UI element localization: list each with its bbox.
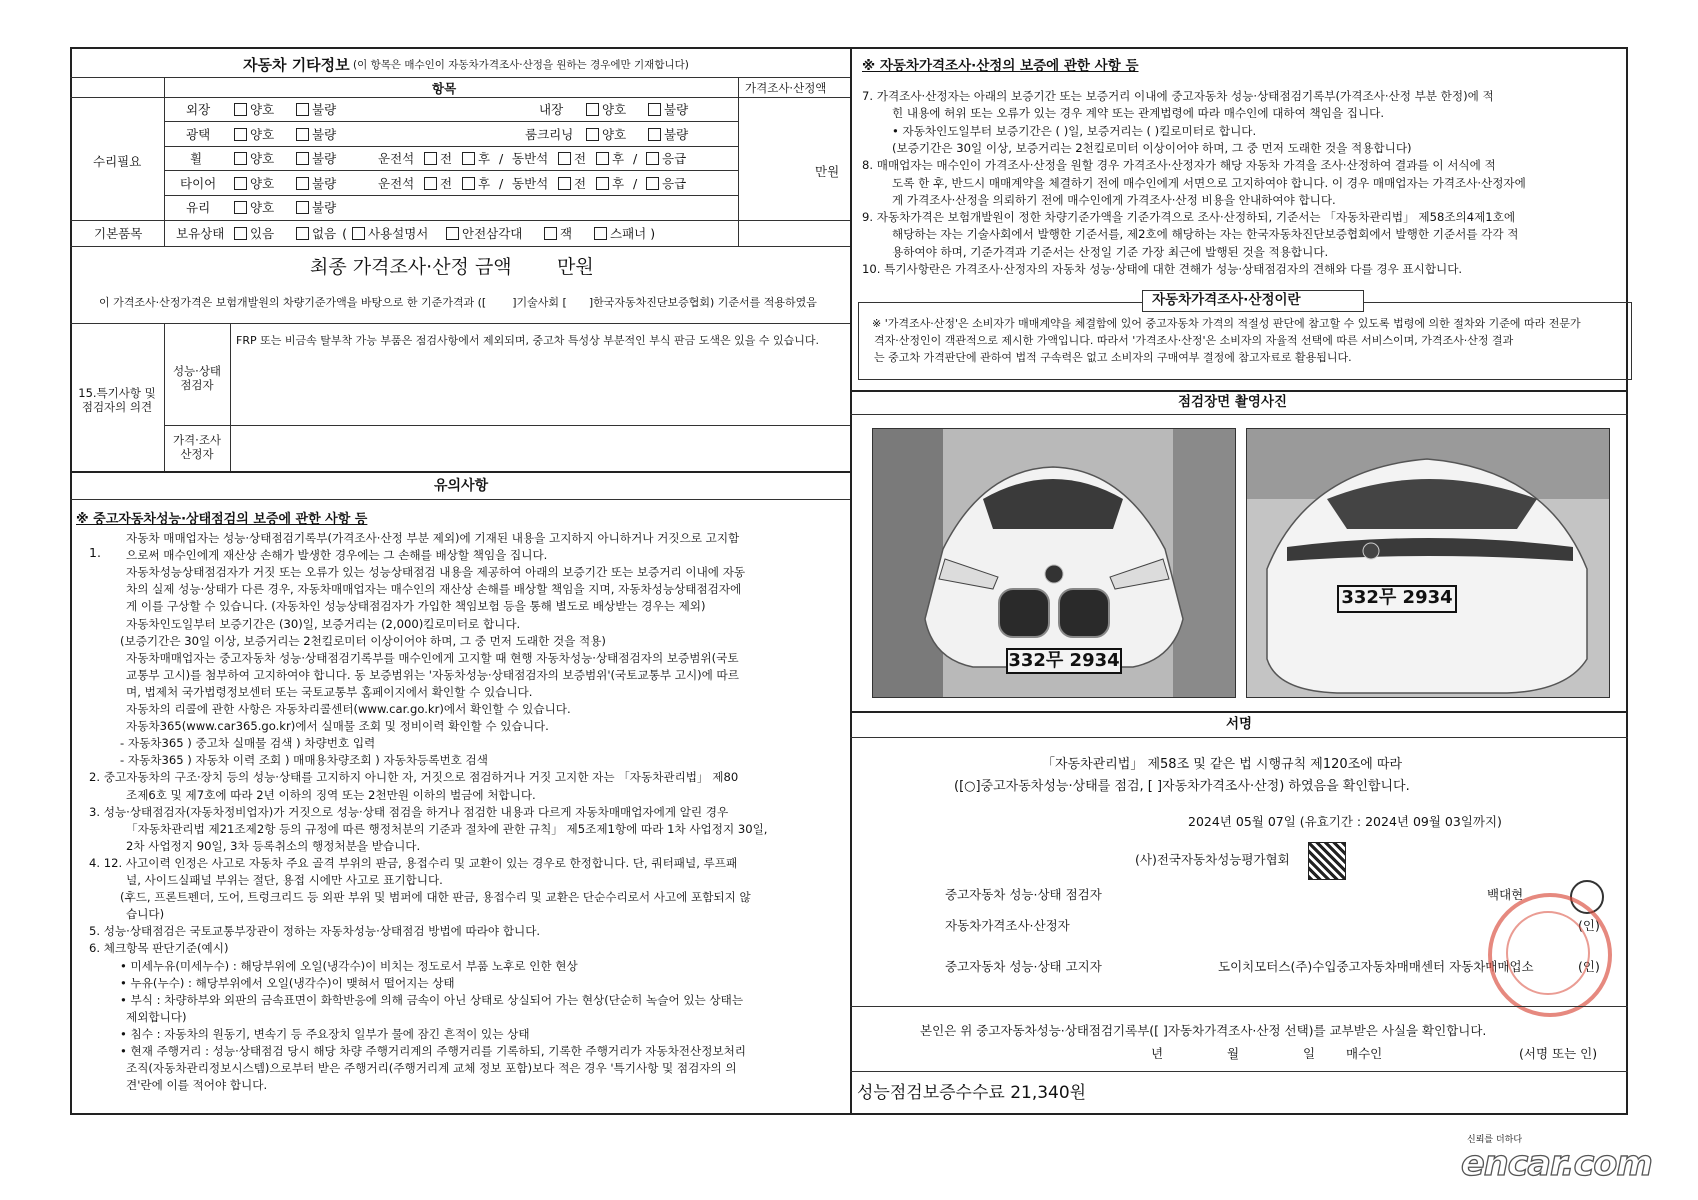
- price-unit-manwon: 만원: [815, 164, 840, 179]
- inspector-label: 중고자동차 성능·상태 점검자: [945, 887, 1102, 902]
- exterior-good-checkbox[interactable]: 양호: [234, 102, 274, 117]
- row-polish-label: 광택: [186, 127, 211, 142]
- tire-passenger-rear-checkbox[interactable]: 후: [596, 176, 624, 191]
- association-name: (사)전국자동차성능평가협회: [1135, 852, 1290, 867]
- notifier-seal-text: (인): [1578, 959, 1600, 974]
- notifier-name: 도이치모터스(주)수입중고자동차매매센터 자동차매매업소: [1218, 959, 1534, 974]
- tire-driver-front-checkbox[interactable]: 전: [424, 176, 452, 191]
- wheel-driver-label: 운전석: [378, 151, 415, 166]
- caution-note-line: 조제6호 및 제7호에 따라 2년 이하의 징역 또는 2천만원 이하의 벌금에 처합니다.: [126, 787, 536, 802]
- wheel-passenger-rear-checkbox[interactable]: 후: [596, 151, 624, 166]
- basic-status-label: 보유상태: [176, 226, 225, 241]
- caution-note-line: 며, 법제처 국가법령정보센터 또는 국토교통부 홈페이지에서 확인할 수 있습니다.: [126, 684, 533, 699]
- photo-section-title: 점검장면 촬영사진: [1178, 394, 1288, 410]
- caution-note-line: • 침수 : 자동차의 원동기, 변속기 등 주요장치 일부가 물에 잠긴 흔적이 있는 상태: [120, 1026, 530, 1041]
- notifier-label: 중고자동차 성능·상태 고지자: [945, 959, 1102, 974]
- basis-text: 이 가격조사·산정가격은 보험개발원의 차량기준가액을 바탕으로 한 기준가격과 ([ ]기술사회 [ ]한국자동차진단보증협회) 기준서를 적용하였음: [99, 296, 817, 309]
- slash: /: [633, 151, 638, 166]
- exterior-bad-checkbox[interactable]: 불량: [296, 102, 336, 117]
- interior-bad-checkbox[interactable]: 불량: [648, 102, 688, 117]
- rear-car-photo: [1246, 428, 1610, 698]
- warranty-item-line: 7. 가격조사·산정자는 아래의 보증기간 또는 보증거리 이내에 중고자동차 성능·상태점검기록부(가격조사·산정 부분 한정)에 적: [862, 89, 1494, 103]
- warranty-item-line: 게 가격조사·산정을 의뢰하기 전에 매수인에게 가격조사·산정 비용을 안내하여야 합니다.: [892, 192, 1336, 207]
- year-label: 년: [1151, 1046, 1164, 1061]
- caution-note-line: • 부식 : 차량하부와 외판의 금속표면이 화학반응에 의해 금속이 아닌 상태로 상실되어 가는 현상(단순히 녹슬어 있는 상태는: [120, 992, 744, 1007]
- caution-note-line: 교통부 고시)를 첨부하여 고지하여야 합니다. 동 보증범위는 '자동차성능·상태점검자의 보증범위'(국토교통부 고시)에 따르: [126, 667, 739, 682]
- warranty-item-line: 해당하는 자는 기술사회에서 발행한 기준서를, 제2호에 해당하는 자는 한국자동차진단보증협회에서 발행한 기준서를 각각 적: [892, 227, 1519, 242]
- warranty-item-line: (보증기간은 30일 이상, 보증거리는 2천킬로미터 이상이어야 하며, 그 중 먼저 도래한 것을 적용합니다): [892, 140, 1412, 155]
- warranty-title: ※ 자동차가격조사·산정의 보증에 관한 사항 등: [862, 58, 1139, 74]
- caution-note-line: 자동차인도일부터 보증기간은 (30)일, 보증거리는 (2,000)킬로미터로 합니다.: [126, 616, 521, 631]
- sign-or-seal-label: (서명 또는 인): [1519, 1046, 1598, 1061]
- wheel-driver-rear-checkbox[interactable]: 후: [462, 151, 490, 166]
- buyer-label: 매수인: [1346, 1046, 1383, 1061]
- inspector-note: FRP 또는 비금속 탈부착 가능 부품은 점검사항에서 제외되며, 중고차 특성상 부분적인 부식 판금 도색은 있을 수 있습니다.: [236, 334, 819, 347]
- definition-title: 자동차가격조사·산정이란: [1152, 292, 1301, 308]
- inspector-cell-label: 성능·상태 점검자: [172, 364, 222, 392]
- signature-section-title: 서명: [1226, 716, 1253, 732]
- warranty-item-line: 10. 특기사항란은 가격조사·산정자의 자동차 성능·상태에 대한 견해가 성능·상태점검자의 견해와 다를 경우 표시합니다.: [862, 262, 1463, 276]
- repair-needed-label: 수리필요: [93, 154, 142, 169]
- qr-code: [1308, 842, 1346, 880]
- rear-car-illustration: [1247, 429, 1609, 697]
- interior-good-checkbox[interactable]: 양호: [586, 102, 626, 117]
- caution-note-line: 으로써 매수인에게 재산상 손해가 발생한 경우에는 그 손해를 배상할 책임을 집니다.: [126, 548, 548, 563]
- tire-passenger-label: 동반석: [512, 176, 549, 191]
- caution-note-line: 제외합니다): [126, 1009, 187, 1024]
- center-divider: [850, 47, 852, 1115]
- caution-note-line: 게 이를 구상할 수 있습니다. (자동차인 성능상태점검자가 가입한 책임보험 등을 통해 별도로 배상받는 경우는 제외): [126, 599, 706, 614]
- slash: /: [499, 151, 504, 166]
- fee-line: 성능점검보증수수료 21,340원: [857, 1083, 1087, 1103]
- caution-note-line: 자동차의 리콜에 관한 사항은 자동차리콜센터(www.car.go.kr)에서 확인할 수 있습니다.: [126, 702, 571, 716]
- company-seal-inner: [1506, 911, 1590, 995]
- caution-note-line: 2. 중고자동차의 구조·장치 등의 성능·상태를 고지하지 아니한 자, 거짓으로 점검하거나 거짓 고지한 자는 「자동차관리법」 제80: [89, 770, 739, 785]
- definition-line: 는 중고차 가격판단에 관하여 법적 구속력은 없고 소비자의 구매여부 결정에 참고자료로 활용됩니다.: [874, 351, 1352, 364]
- wheel-driver-front-checkbox[interactable]: 전: [424, 151, 452, 166]
- wheel-bad-checkbox[interactable]: 불량: [296, 151, 336, 166]
- caution-note-line: 자동차성능상태점검자가 거짓 또는 오류가 있는 성능상태점검 내용을 제공하여 아래의 보증기간 또는 보증거리 이내에 자동: [126, 565, 746, 580]
- caution-note-line: - 자동차365 ) 자동차 이력 조회 ) 매매용차량조회 ) 자동차등록번호 검색: [120, 753, 488, 768]
- rear-plate: 332무 2934: [1337, 585, 1457, 613]
- col-price-header: 가격조사·산정액: [745, 81, 827, 95]
- wheel-passenger-label: 동반석: [512, 151, 549, 166]
- roomclean-good-checkbox[interactable]: 양호: [586, 127, 626, 142]
- appraiser-seal-text: (인): [1578, 918, 1600, 933]
- triangle-checkbox[interactable]: 안전삼각대: [446, 226, 522, 241]
- tire-bad-checkbox[interactable]: 불량: [296, 176, 336, 191]
- caution-title: 유의사항: [434, 478, 489, 494]
- tire-good-checkbox[interactable]: 양호: [234, 176, 274, 191]
- warranty-item-line: 용하여야 하며, 기준가격과 기준서는 산정일 기준 가장 최근에 발행된 것을 적용합니다.: [892, 244, 1329, 259]
- caution-note-line: • 누유(누수) : 해당부위에서 오일(냉각수)이 맺혀서 떨어지는 상태: [120, 975, 455, 990]
- warranty-item-line: • 자동차인도일부터 보증기간은 ( )일, 보증거리는 ( )킬로미터로 합니다.: [892, 123, 1257, 138]
- wheel-good-checkbox[interactable]: 양호: [234, 151, 274, 166]
- day-label: 일: [1303, 1046, 1316, 1061]
- tire-spare-checkbox[interactable]: 응급: [646, 176, 686, 191]
- caution-note-line: 조직(자동차관리정보시스템)으로부터 받은 주행거리(주행거리계 교체 정보 포함)보다 적은 경우 '특기사항 및 점검자의 의: [126, 1061, 737, 1076]
- glass-bad-checkbox[interactable]: 불량: [296, 200, 336, 215]
- caution-note-line: 차의 실제 성능·상태가 다른 경우, 자동차매매업자는 매수인의 재산상 손해를 배상할 책임을 지며, 자동차성능상태점검자에: [126, 582, 742, 597]
- wheel-passenger-front-checkbox[interactable]: 전: [558, 151, 586, 166]
- row-wheel-label: 휠: [190, 151, 203, 166]
- caution-note-line: 널, 사이드실패널 부위는 절단, 용접 시에만 사고로 표기합니다.: [126, 873, 443, 887]
- footer-tagline: 신뢰를 더하다: [1467, 1135, 1523, 1145]
- left-header-note: (이 항목은 매수인이 자동차가격조사·산정을 원하는 경우에만 기재합니다): [353, 59, 689, 71]
- caution-note-line: 자동차 매매업자는 성능·상태점검기록부(가격조사·산정 부분 제외)에 기재된 내용을 고지하지 아니하거나 거짓으로 고지함: [126, 531, 740, 545]
- definition-line: ※ '가격조사·산정'은 소비자가 매매계약을 체결함에 있어 중고자동차 가격의 적절성 판단에 참고할 수 있도록 법령에 의한 절차와 기준에 따라 전문가: [872, 317, 1581, 330]
- spanner-checkbox[interactable]: 스패너 ): [594, 226, 655, 241]
- date-line: 2024년 05월 07일 (유효기간 : 2024년 09월 03일까지): [1188, 814, 1502, 829]
- sign-line-2: ([○]중고자동차성능·상태를 점검, [ ]자동차가격조사·산정) 하였음을 확인합니다.: [954, 779, 1410, 794]
- warranty-item-line: 힌 내용에 허위 또는 오류가 있는 경우 계약 또는 관계법령에 따라 매수인에 대하여 책임을 집니다.: [892, 106, 1385, 121]
- warranty-item-line: 도록 한 후, 반드시 매매계약을 체결하기 전에 매수인에게 서면으로 고지하여야 합니다. 이 경우 매매업자는 가격조사·산정자에: [892, 175, 1526, 190]
- final-price-title: 최종 가격조사·산정 금액: [310, 256, 512, 278]
- row-exterior-label: 외장: [186, 102, 211, 117]
- caution-note-line: 「자동차관리법 제21조제2항 등의 규정에 따른 행정처분의 기준과 절차에 관한 규칙」 제5조제1항에 따라 1차 사업정지 30일,: [126, 821, 768, 836]
- sign-line-1: 「자동차관리법」 제58조 및 같은 법 시행규칙 제120조에 따라: [1042, 757, 1402, 772]
- tire-passenger-front-checkbox[interactable]: 전: [558, 176, 586, 191]
- caution-subtitle: ※ 중고자동차성능·상태점검의 보증에 관한 사항 등: [76, 512, 368, 527]
- caution-note-line: 자동차매매업자는 중고자동차 성능·상태점검기록부를 매수인에게 고지할 때 현행 자동차성능·상태점검자의 보증범위(국토: [126, 650, 739, 665]
- month-label: 월: [1227, 1046, 1240, 1061]
- warranty-item-line: 8. 매매업자는 매수인이 가격조사·산정을 원할 경우 가격조사·산정자가 해당 자동차 가격을 조사·산정하여 결과를 이 서식에 적: [862, 158, 1496, 173]
- appraiser-label: 자동차가격조사·산정자: [945, 918, 1070, 933]
- final-price-unit: 만원: [557, 256, 594, 278]
- basic-no-checkbox[interactable]: 없음 (: [296, 226, 347, 241]
- caution-note-line: - 자동차365 ) 중고차 실매물 검색 ) 차량번호 입력: [120, 736, 376, 751]
- manual-checkbox[interactable]: 사용설명서: [352, 226, 428, 241]
- left-header-title: 자동차 기타정보: [243, 56, 350, 74]
- basic-yes-checkbox[interactable]: 있음: [234, 226, 274, 241]
- front-plate: 332무 2934: [1006, 648, 1122, 674]
- caution-note-line: 4. 12. 사고이력 인정은 사고로 자동차 주요 골격 부위의 판금, 용접수리 및 교환이 있는 경우로 한정합니다. 단, 쿼터패널, 루프패: [89, 855, 738, 870]
- basic-items-label: 기본품목: [94, 226, 143, 241]
- jack-checkbox[interactable]: 잭: [544, 226, 572, 241]
- glass-good-checkbox[interactable]: 양호: [234, 200, 274, 215]
- row-glass-label: 유리: [186, 200, 211, 215]
- row-roomclean-label: 룸크리닝: [525, 127, 574, 142]
- polish-good-checkbox[interactable]: 양호: [234, 127, 274, 142]
- row-interior-label: 내장: [539, 102, 564, 117]
- tire-driver-rear-checkbox[interactable]: 후: [462, 176, 490, 191]
- encar-logo: encar.com: [1461, 1144, 1652, 1184]
- tire-driver-label: 운전석: [378, 176, 415, 191]
- definition-line: 격자·산정인이 객관적으로 제시한 가액입니다. 따라서 '가격조사·산정'은 소비자의 자율적 선택에 따른 서비스이며, 가격조사·산정 결과: [874, 334, 1514, 347]
- note-number-1: 1.: [89, 545, 101, 560]
- caution-note-line: 습니다): [126, 907, 165, 922]
- appraiser-cell-label: 가격·조사 산정자: [172, 433, 222, 461]
- slash: /: [633, 176, 638, 191]
- caution-note-line: (보증기간은 30일 이상, 보증거리는 2천킬로미터 이상이어야 하며, 그 중 먼저 도래한 것을 적용): [120, 633, 606, 648]
- receipt-line: 본인은 위 중고자동차성능·상태점검기록부([ ]자동차가격조사·산정 선택)를 교부받은 사실을 확인합니다.: [920, 1023, 1487, 1038]
- caution-note-line: (후드, 프론트펜더, 도어, 트렁크리드 등 외판 부위 및 범퍼에 대한 판금, 용접수리 및 교환은 단순수리로서 사고에 포함되지 않: [120, 890, 751, 905]
- caution-note-line: 6. 체크항목 판단기준(예시): [89, 941, 229, 956]
- caution-note-line: • 미세누유(미세누수) : 해당부위에 오일(냉각수)이 비치는 정도로서 부품 노후로 인한 현상: [120, 958, 578, 973]
- row-tire-label: 타이어: [180, 176, 217, 191]
- caution-note-line: 2차 사업정지 90일, 3차 등록취소의 행정처분을 받습니다.: [126, 838, 421, 853]
- roomclean-bad-checkbox[interactable]: 불량: [648, 127, 688, 142]
- inspector-name: 백대현: [1487, 887, 1524, 902]
- opinion-label: 15.특기사항 및 점검자의 의견: [78, 386, 156, 414]
- warranty-item-line: 9. 자동차가격은 보험개발원이 정한 차량기준가액을 기준가격으로 조사·산정하되, 기준서는 「자동차관리법」 제58조의4제1호에: [862, 210, 1516, 225]
- caution-note-line: 5. 성능·상태점검은 국토교통부장관이 정하는 자동차성능·상태점검 방법에 따라야 합니다.: [89, 924, 541, 939]
- col-item-header: 항목: [432, 81, 457, 96]
- caution-note-line: • 현재 주행거리 : 성능·상태점검 당시 해당 차량 주행거리계의 주행거리를 기록하되, 기록한 주행거리가 자동차전산정보처리: [120, 1044, 747, 1058]
- polish-bad-checkbox[interactable]: 불량: [296, 127, 336, 142]
- caution-note-line: 견'란에 이를 적어야 합니다.: [126, 1078, 268, 1093]
- caution-note-line: 자동차365(www.car365.go.kr)에서 실매물 조회 및 정비이력 확인할 수 있습니다.: [126, 719, 549, 734]
- wheel-spare-checkbox[interactable]: 응급: [646, 151, 686, 166]
- slash: /: [499, 176, 504, 191]
- caution-note-line: 3. 성능·상태점검자(자동차정비업자)가 거짓으로 성능·상태 점검을 하거나 점검한 내용과 다르게 자동차매매업자에게 알린 경우: [89, 804, 729, 819]
